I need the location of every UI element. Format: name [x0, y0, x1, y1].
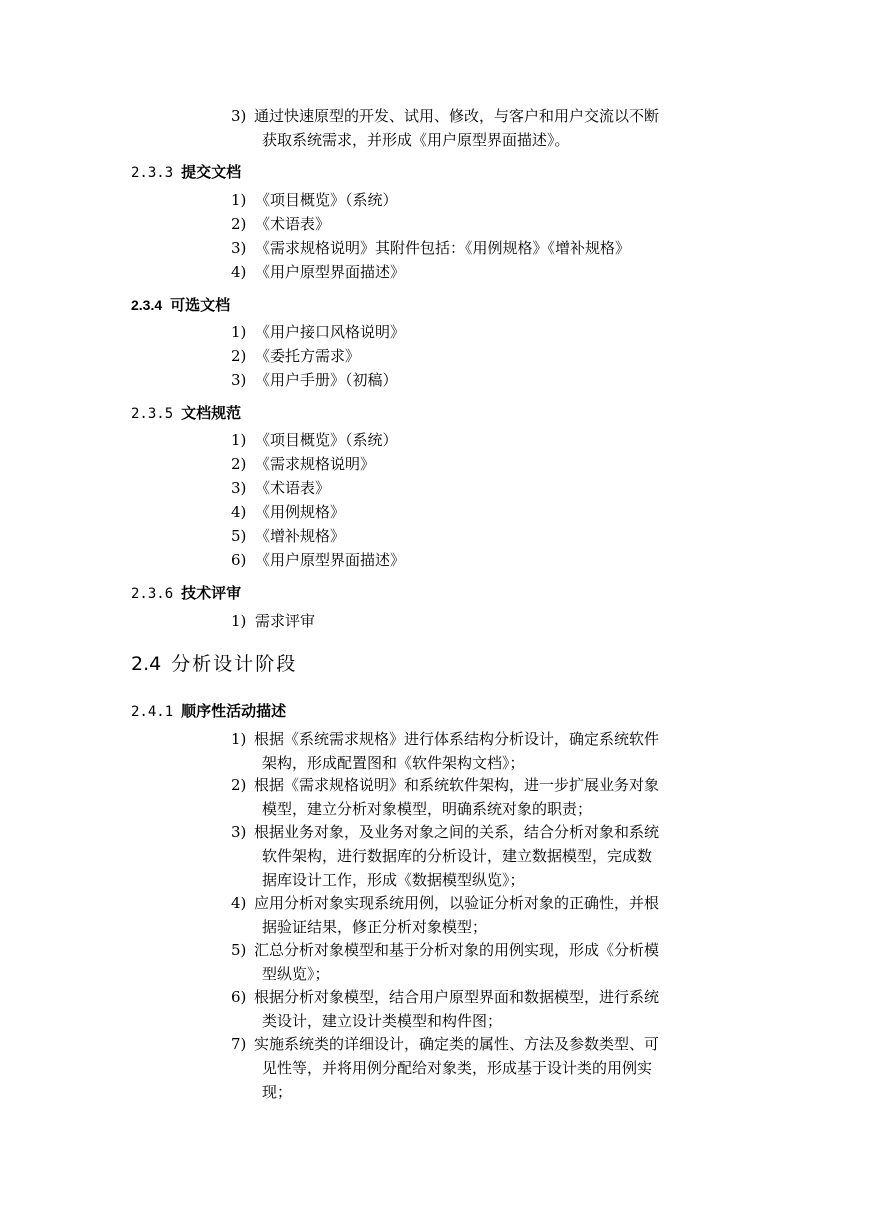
list-item [231, 188, 731, 212]
item-number: 2) [231, 215, 247, 233]
section-number: 2.3.4 [131, 297, 163, 313]
item-text-line: 根据《系统需求规格》进行体系结构分析设计，确定系统软件 [254, 730, 660, 748]
section-title: 分析设计阶段 [171, 653, 298, 675]
list-item [231, 524, 731, 548]
list-item [231, 320, 731, 344]
item-text-line: 应用分析对象实现系统用例，以验证分析对象的正确性，并根 [254, 894, 660, 912]
section-number: 2.4 [131, 653, 162, 675]
item-text-line: 通过快速原型的开发、试用、修改，与客户和用户交流以不断 [254, 107, 660, 125]
item-text-line: 架构，形成配置图和《软件架构文档》； [262, 754, 525, 772]
section-number: 2.3.3 [131, 165, 174, 181]
list-item [231, 212, 731, 236]
list-item [231, 820, 731, 892]
item-number: 3) [231, 239, 247, 257]
item-text-line: 据验证结果，修正分析对象模型； [262, 918, 488, 936]
list-item [231, 452, 731, 476]
item-text-line: 根据业务对象，及业务对象之间的关系，结合分析对象和系统 [254, 823, 660, 841]
item-number: 2) [231, 776, 247, 794]
list-item [231, 368, 731, 392]
item-number: 3) [231, 479, 247, 497]
section-title: 提交文档 [181, 163, 242, 181]
list-item [231, 609, 731, 633]
item-number: 5) [231, 527, 247, 545]
item-text: 《项目概览》（系统） [255, 431, 398, 449]
section-heading-2-3-6 [131, 581, 241, 606]
section-number: 2.3.5 [131, 406, 174, 422]
section-heading-2-4 [131, 650, 297, 678]
list-item [231, 773, 731, 821]
section-number: 2.4.1 [131, 704, 174, 720]
list-item [231, 236, 731, 260]
section-heading-2-4-1 [131, 699, 286, 724]
list-item [231, 891, 731, 939]
item-text: 《用户接口风格说明》 [255, 323, 406, 341]
item-number: 3) [231, 823, 247, 841]
section-heading-2-3-3 [131, 160, 241, 185]
section-title: 可选文档 [170, 296, 231, 314]
item-text: 《需求规格说明》 [255, 455, 376, 473]
item-text-line: 实施系统类的详细设计，确定类的属性、方法及参数类型、可 [254, 1035, 660, 1053]
list-item [231, 1032, 731, 1104]
item-text-line: 现； [262, 1083, 293, 1101]
item-text: 《术语表》 [255, 479, 331, 497]
item-text: 《用户原型界面描述》 [255, 263, 406, 281]
item-text: 《用户手册》（初稿） [255, 371, 398, 389]
item-text: 《术语表》 [255, 215, 331, 233]
item-text-line: 软件架构，进行数据库的分析设计，建立数据模型，完成数 [262, 847, 653, 865]
item-text: 《增补规格》 [255, 527, 346, 545]
item-text: 《用例规格》 [255, 503, 346, 521]
item-number: 1) [231, 323, 247, 341]
section-number: 2.3.6 [131, 586, 174, 602]
item-number: 1) [231, 730, 247, 748]
item-number: 3) [231, 107, 247, 125]
item-number: 4) [231, 894, 247, 912]
item-text: 《项目概览》（系统） [255, 191, 398, 209]
item-number: 1) [231, 431, 247, 449]
item-number: 4) [231, 263, 247, 281]
section-title: 技术评审 [181, 584, 242, 602]
item-text-line: 据库设计工作，形成《数据模型纵览》； [262, 871, 525, 889]
item-number: 5) [231, 941, 247, 959]
item-number: 6) [231, 551, 247, 569]
item-text-line: 根据《需求规格说明》和系统软件架构，进一步扩展业务对象 [254, 776, 660, 794]
item-text: 《需求规格说明》其附件包括：《用例规格》《增补规格》 [255, 239, 631, 257]
list-item [231, 500, 731, 524]
item-number: 1) [231, 191, 247, 209]
list-item [231, 104, 731, 152]
item-text-line: 获取系统需求，并形成《用户原型界面描述》。 [262, 131, 570, 149]
item-text: 需求评审 [255, 612, 316, 630]
section-heading-2-3-4 [131, 293, 230, 317]
item-number: 3) [231, 371, 247, 389]
item-number: 2) [231, 347, 247, 365]
item-text-line: 类设计，建立设计类模型和构件图； [262, 1012, 503, 1030]
item-number: 4) [231, 503, 247, 521]
item-text: 《委托方需求》 [255, 347, 361, 365]
item-text-line: 根据分析对象模型，结合用户原型界面和数据模型，进行系统 [254, 988, 660, 1006]
item-number: 2) [231, 455, 247, 473]
item-text-line: 汇总分析对象模型和基于分析对象的用例实现，形成《分析模 [254, 941, 660, 959]
list-item [231, 260, 731, 284]
section-title: 文档规范 [181, 404, 242, 422]
list-item [231, 344, 731, 368]
list-item [231, 428, 731, 452]
item-number: 6) [231, 988, 247, 1006]
item-text-line: 见性等，并将用例分配给对象类，形成基于设计类的用例实 [262, 1059, 653, 1077]
section-title: 顺序性活动描述 [181, 702, 287, 720]
list-item [231, 727, 731, 775]
section-heading-2-3-5 [131, 401, 241, 426]
list-item [231, 548, 731, 572]
list-item [231, 476, 731, 500]
item-text: 《用户原型界面描述》 [255, 551, 406, 569]
item-text-line: 型纵览》； [262, 965, 330, 983]
list-item [231, 985, 731, 1033]
item-number: 7) [231, 1035, 247, 1053]
list-item [231, 938, 731, 986]
item-text-line: 模型，建立分析对象模型，明确系统对象的职责； [262, 800, 593, 818]
item-number: 1) [231, 612, 247, 630]
